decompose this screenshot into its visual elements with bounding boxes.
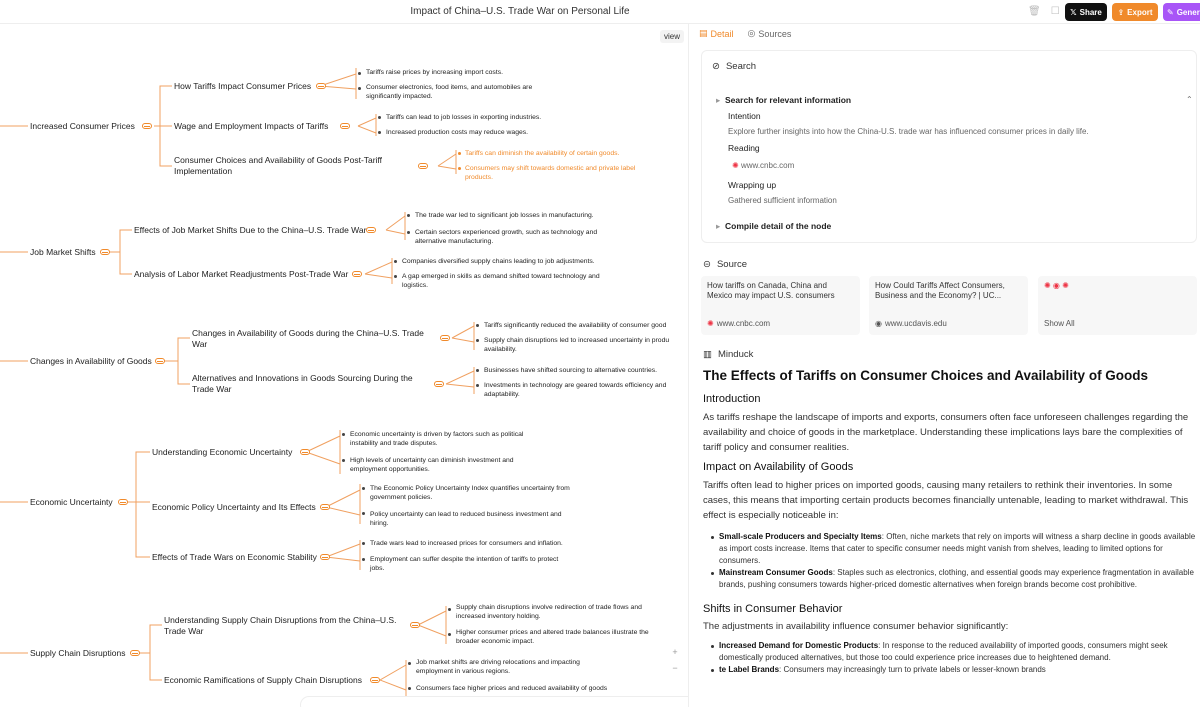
leaf-bullet bbox=[407, 231, 410, 234]
leaf-note[interactable]: The trade war led to significant job losses in manufacturing. bbox=[415, 212, 594, 219]
sub-node[interactable]: Effects of Job Market Shifts Due to the China–U.S. Trade War bbox=[134, 225, 367, 235]
leaf-bullet bbox=[394, 275, 397, 278]
tab-sources[interactable]: ◎ Sources bbox=[747, 28, 792, 39]
paragraph: The adjustments in availability influence consumer behavior significantly: bbox=[703, 621, 1009, 632]
export-icon: ⇪ bbox=[1117, 7, 1125, 17]
sub-node[interactable]: Understanding Economic Uncertainty bbox=[152, 447, 293, 457]
section-heading: Introduction bbox=[703, 393, 761, 405]
sub-node[interactable]: Alternatives and Innovations in Goods Sourcing During the Trade War bbox=[192, 373, 413, 394]
wrapping-label: Wrapping up bbox=[728, 180, 777, 190]
list-item: Small-scale Producers and Specialty Items: Often, niche markets that rely on imports will witness a sharp decline in goods available as import costs increase. Items that cater to specific consumer needs might vanish from shelves, leading to limited options for consumers. bbox=[709, 531, 1197, 567]
leaf-note[interactable]: High levels of uncertainty can diminish investment and employment opportunities. bbox=[350, 457, 514, 473]
sub-node[interactable]: Consumer Choices and Availability of Goods Post-Tariff Implementation bbox=[174, 155, 383, 176]
link-icon: ⊝ bbox=[703, 259, 711, 270]
sub-node[interactable]: Economic Ramifications of Supply Chain Disruptions bbox=[164, 675, 362, 685]
leaf-note[interactable]: Economic uncertainty is driven by factors such as political instability and trade disputes. bbox=[350, 431, 524, 447]
globe-icon: ◎ bbox=[747, 28, 756, 38]
zoom-in-button[interactable]: + bbox=[672, 647, 678, 657]
mind-map-canvas[interactable] bbox=[0, 24, 688, 707]
reading-site[interactable]: ✺ www.cnbc.com bbox=[732, 161, 795, 170]
collapse-toggle-icon[interactable] bbox=[352, 271, 362, 277]
collapse-toggle-icon[interactable] bbox=[118, 499, 128, 505]
source-heading: ⊝ Source bbox=[703, 259, 748, 270]
x-logo-icon: 𝕏 bbox=[1070, 7, 1077, 17]
paragraph: Tariffs often lead to higher prices on imported goods, causing many retailers to rethink their inventories. In some cases, this means that importing certain products becomes financially untenable, leading to market withdrawal. This effect is especially noticeable in: bbox=[703, 480, 1189, 521]
chevron-up-icon[interactable]: ⌃ bbox=[1186, 95, 1193, 104]
leaf-bullet bbox=[362, 512, 365, 515]
panel-tabs bbox=[699, 28, 791, 39]
leaf-note[interactable]: Higher consumer prices and altered trade balances illustrate the broader economic impact. bbox=[456, 629, 649, 645]
leaf-note[interactable]: Job market shifts are driving relocations and impacting employment in various regions. bbox=[416, 659, 580, 675]
collapse-toggle-icon[interactable] bbox=[418, 163, 428, 169]
leaf-note[interactable]: Increased production costs may reduce wages. bbox=[386, 129, 529, 136]
collapse-toggle-icon[interactable] bbox=[410, 622, 420, 628]
document-title: Impact of China–U.S. Trade War on Personal Life bbox=[410, 6, 630, 17]
collapse-toggle-icon[interactable] bbox=[155, 358, 165, 364]
collapse-toggle-icon[interactable] bbox=[434, 381, 444, 387]
leaf-bullet bbox=[407, 214, 410, 217]
export-button[interactable]: ⇪ Export bbox=[1112, 3, 1158, 21]
leaf-bullet bbox=[448, 608, 451, 611]
leaf-bullet bbox=[458, 152, 461, 155]
leaf-bullet bbox=[476, 324, 479, 327]
leaf-note[interactable]: Policy uncertainty can lead to reduced business investment and hiring. bbox=[370, 511, 562, 527]
source-title: How tariffs on Canada, China and Mexico may impact U.S. consumers bbox=[707, 281, 835, 300]
search-process-box bbox=[701, 50, 1197, 243]
leaf-note[interactable]: Businesses have shifted sourcing to alternative countries. bbox=[484, 367, 658, 374]
list-item: Mainstream Consumer Goods: Staples such as electronics, clothing, and essential goods may experience fragmentation in available brands, pushing consumers towards higher-priced domestic alternatives when foreign brands become cost prohibitive. bbox=[709, 567, 1197, 591]
leaf-note[interactable]: Consumers face higher prices and reduced availability of goods bbox=[416, 685, 608, 692]
leaf-note[interactable]: Tariffs can lead to job losses in exporting industries. bbox=[386, 114, 542, 121]
show-all-card[interactable] bbox=[1038, 276, 1197, 335]
intention-label: Intention bbox=[728, 111, 761, 121]
zoom-out-button[interactable]: − bbox=[672, 663, 678, 673]
leaf-note[interactable]: Tariffs raise prices by increasing import costs. bbox=[366, 69, 503, 76]
sub-node[interactable]: How Tariffs Impact Consumer Prices bbox=[174, 81, 312, 91]
detail-panel bbox=[688, 24, 1200, 707]
source-card[interactable] bbox=[869, 276, 1028, 335]
collapse-toggle-icon[interactable] bbox=[366, 227, 376, 233]
sub-node[interactable]: Effects of Trade Wars on Economic Stability bbox=[152, 552, 317, 562]
show-all-label: Show All bbox=[1044, 319, 1075, 328]
leaf-note[interactable]: Consumer electronics, food items, and automobiles are significantly impacted. bbox=[366, 84, 533, 100]
leaf-note[interactable]: Supply chain disruptions led to increased uncertainty in produ availability. bbox=[484, 337, 670, 353]
step-bullet-icon: ▸ bbox=[716, 221, 721, 231]
collapse-toggle-icon[interactable] bbox=[316, 83, 326, 89]
branch-node[interactable]: Supply Chain Disruptions bbox=[30, 648, 126, 658]
leaf-bullet bbox=[362, 542, 365, 545]
section-heading: Shifts in Consumer Behavior bbox=[703, 603, 843, 615]
compile-step[interactable]: ▸ Compile detail of the node bbox=[716, 221, 832, 231]
leaf-bullet bbox=[342, 459, 345, 462]
collapse-toggle-icon[interactable] bbox=[440, 335, 450, 341]
leaf-note[interactable]: The Economic Policy Uncertainty Index quantifies uncertainty from government policies. bbox=[370, 485, 570, 501]
cnbc-logo-icon: ✺ bbox=[707, 319, 714, 328]
sub-node[interactable]: Changes in Availability of Goods during the China–U.S. Trade War bbox=[192, 328, 424, 349]
sub-node[interactable]: Economic Policy Uncertainty and Its Effects bbox=[152, 502, 316, 512]
leaf-bullet bbox=[408, 662, 411, 665]
collapse-toggle-icon[interactable] bbox=[142, 123, 152, 129]
leaf-note[interactable]: Consumers may shift towards domestic and private label products. bbox=[465, 165, 636, 181]
compass-icon: ⊘ bbox=[712, 61, 720, 72]
step-bullet-icon: ▸ bbox=[716, 95, 721, 105]
trash-icon[interactable]: 🗑 bbox=[1028, 6, 1041, 17]
branch-node[interactable]: Increased Consumer Prices bbox=[30, 121, 135, 131]
branch-node[interactable]: Economic Uncertainty bbox=[30, 497, 113, 507]
top-bar bbox=[0, 0, 1200, 24]
list-item: Increased Demand for Domestic Products: In response to the reduced availability of imported goods, consumers might seek domestically produced alternatives, but those too could experience price increases due to heightened demand. bbox=[709, 640, 1197, 664]
search-step[interactable]: ▸ Search for relevant information bbox=[716, 95, 852, 105]
leaf-note[interactable]: Employment can suffer despite the intention of tariffs to protect jobs. bbox=[370, 556, 559, 572]
reading-label: Reading bbox=[728, 143, 760, 153]
leaf-note[interactable]: Supply chain disruptions involve redirection of trade flows and increased inventory holding. bbox=[456, 604, 642, 620]
source-title: How Could Tariffs Affect Consumers, Business and the Economy? | UC... bbox=[875, 281, 1005, 300]
share-button[interactable]: 𝕏 Share bbox=[1065, 3, 1107, 21]
leaf-note[interactable]: Investments in technology are geared towards efficiency and adaptability. bbox=[484, 382, 667, 398]
collapse-toggle-icon[interactable] bbox=[100, 249, 110, 255]
source-card[interactable] bbox=[701, 276, 860, 335]
ucdavis-logo-icon: ◉ bbox=[875, 319, 882, 328]
leaf-bullet bbox=[378, 116, 381, 119]
pen-icon: ✎ bbox=[1167, 7, 1174, 17]
source-domain: ◉ www.ucdavis.edu bbox=[875, 319, 947, 328]
cnbc-logo-icon: ✺ bbox=[732, 161, 739, 170]
leaf-note[interactable]: A gap emerged in skills as demand shifted toward technology and logistics. bbox=[402, 273, 600, 289]
wrapping-text: Gathered sufficient information bbox=[728, 196, 837, 205]
generate-button[interactable]: ✎ Gener bbox=[1163, 3, 1200, 21]
collapse-toggle-icon[interactable] bbox=[130, 650, 140, 656]
leaf-note[interactable]: Companies diversified supply chains leading to job adjustments. bbox=[402, 258, 595, 265]
source-domain: ✺ www.cnbc.com bbox=[707, 319, 771, 328]
leaf-note[interactable]: Trade wars lead to increased prices for consumers and inflation. bbox=[370, 540, 563, 547]
paragraph: As tariffs reshape the landscape of imports and exports, consumers often face unforeseen challenges regarding the availability and choice of goods in the marketplace. Understanding these implications lays bare the complexities of tariff policy and consumer realities. bbox=[703, 412, 1189, 453]
leaf-note[interactable]: Tariffs significantly reduced the availability of consumer good bbox=[484, 322, 667, 329]
leaf-bullet bbox=[342, 433, 345, 436]
leaf-bullet bbox=[362, 558, 365, 561]
article-body bbox=[703, 368, 1197, 676]
leaf-bullet bbox=[358, 72, 361, 75]
leaf-bullet bbox=[358, 87, 361, 90]
article-title: The Effects of Tariffs on Consumer Choices and Availability of Goods bbox=[703, 368, 1149, 383]
collapse-toggle-icon[interactable] bbox=[340, 123, 350, 129]
list-item: te Label Brands: Consumers may increasingly turn to private labels or lesser-known brands bbox=[709, 664, 1197, 676]
source-logos-icon: ✺ ◉ ✺ bbox=[1044, 281, 1069, 290]
tab-detail[interactable]: ▤ Detail bbox=[699, 28, 734, 39]
branch-node[interactable]: Job Market Shifts bbox=[30, 247, 96, 257]
document-icon: ▥ bbox=[703, 349, 712, 360]
leaf-bullet bbox=[448, 633, 451, 636]
collapse-toggle-icon[interactable] bbox=[320, 504, 330, 510]
leaf-bullet bbox=[378, 131, 381, 134]
sub-node[interactable]: Analysis of Labor Market Readjustments Post-Trade War bbox=[134, 269, 349, 279]
collapse-toggle-icon[interactable] bbox=[320, 554, 330, 560]
bookmark-icon[interactable]: ☐ bbox=[1050, 6, 1060, 17]
toolbar-icons bbox=[1028, 6, 1060, 17]
chat-input-bar[interactable] bbox=[300, 696, 688, 707]
leaf-bullet bbox=[408, 687, 411, 690]
book-icon: ▤ bbox=[699, 28, 708, 38]
leaf-bullet bbox=[476, 384, 479, 387]
minduck-heading: ▥ Minduck bbox=[703, 349, 754, 360]
collapse-toggle-icon[interactable] bbox=[300, 449, 310, 455]
leaf-note[interactable]: Tariffs can diminish the availability of certain goods. bbox=[465, 150, 620, 157]
leaf-bullet bbox=[394, 260, 397, 263]
leaf-bullet bbox=[476, 339, 479, 342]
section-heading: Impact on Availability of Goods bbox=[703, 461, 854, 473]
leaf-bullet bbox=[476, 369, 479, 372]
leaf-note[interactable]: Certain sectors experienced growth, such as technology and alternative manufacturing. bbox=[415, 229, 598, 245]
sub-node[interactable]: Understanding Supply Chain Disruptions from the China–U.S. Trade War bbox=[164, 615, 397, 636]
search-heading: ⊘ Search bbox=[712, 61, 757, 72]
branch-node[interactable]: Changes in Availability of Goods bbox=[30, 356, 152, 366]
sub-node[interactable]: Wage and Employment Impacts of Tariffs bbox=[174, 121, 329, 131]
leaf-bullet bbox=[362, 487, 365, 490]
collapse-toggle-icon[interactable] bbox=[370, 677, 380, 683]
view-toggle-button[interactable]: view bbox=[660, 30, 684, 43]
leaf-bullet bbox=[458, 167, 461, 170]
intention-text: Explore further insights into how the China-U.S. trade war has influenced consumer prices in daily life. bbox=[728, 127, 1089, 136]
zoom-controls bbox=[668, 644, 682, 676]
